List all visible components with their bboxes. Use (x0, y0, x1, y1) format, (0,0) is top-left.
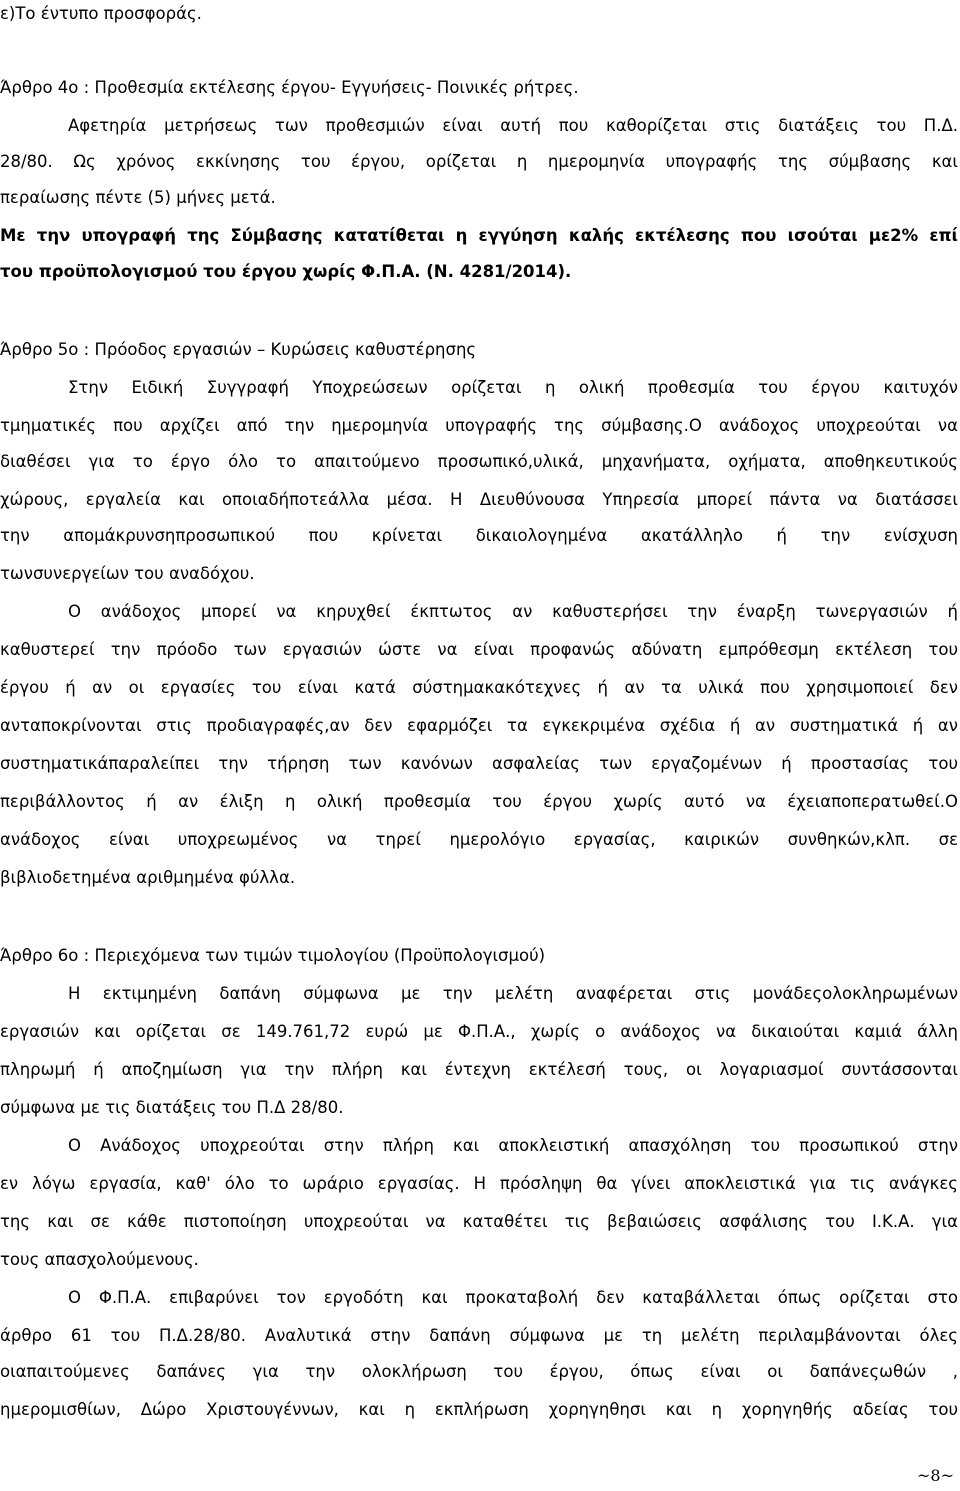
text-line: Ο Φ.Π.Α. επιβαρύνει τον εργοδότη και προκαταβολή δεν καταβάλλεται όπως ορίζεται στο (68, 1288, 958, 1307)
text-line: εργασιών και ορίζεται σε 149.761,72 ευρώ με Φ.Π.Α., χωρίς ο ανάδοχος να δικαιούται καμιά άλλη (0, 1022, 958, 1041)
text-line: Η εκτιμημένη δαπάνη σύμφωνα με την μελέτη αναφέρεται στις μονάδεςολοκληρωμένων (68, 984, 958, 1003)
text-line: Άρθρο 6ο : Περιεχόμενα των τιμών τιμολογίου (Προϋπολογισμού) (0, 946, 546, 965)
text-line: καθυστερεί την πρόοδο των εργασιών ώστε να είναι προφανώς αδύνατη εμπρόθεσμη εκτέλεση του (0, 640, 958, 659)
text-line: της και σε κάθε πιστοποίηση υποχρεούται να καταθέτει τις βεβαιώσεις ασφάλισης του Ι.Κ.Α. για (0, 1212, 958, 1231)
text-line: Άρθρο 4ο : Προθεσμία εκτέλεσης έργου- Εγγυήσεις- Ποινικές ρήτρες. (0, 78, 579, 97)
text-line: τμηματικές που αρχίζει από την ημερομηνία υπογραφής της σύμβασης.Ο ανάδοχος υποχρεούται να (0, 416, 958, 435)
text-line: έργου ή αν οι εργασίες του είναι κατά σύστημακακότεχνες ή αν τα υλικά που χρησιμοποιεί δεν (0, 678, 958, 697)
text-line: συστηματικάπαραλείπει την τήρηση των κανόνων ασφαλείας των εργαζομένων ή προστασίας του (0, 754, 958, 773)
text-line: την απομάκρυνσηπροσωπικού που κρίνεται δικαιολογημένα ακατάλληλο ή την ενίσχυση (0, 526, 958, 545)
text-line: Άρθρο 5ο : Πρόοδος εργασιών – Κυρώσεις καθυστέρησης (0, 340, 477, 359)
text-line: Ο ανάδοχος μπορεί να κηρυχθεί έκπτωτος αν καθυστερήσει την έναρξη τωνεργασιών ή (68, 602, 958, 621)
text-line: οιαπαιτούμενες δαπάνες για την ολοκλήρωση του έργου, όπως είναι οι δαπάνεςωθών , (0, 1362, 958, 1381)
text-line: πληρωμή ή αποζημίωση για την πλήρη και έντεχνη εκτέλεσή τους, οι λογαριασμοί συντάσσονται (0, 1060, 958, 1079)
text-line: τωνσυνεργείων του αναδόχου. (0, 564, 255, 583)
text-line: διαθέσει για το έργο όλο το απαιτούμενο προσωπικό,υλικά, μηχανήματα, οχήματα, αποθηκευτικούς (0, 452, 958, 471)
text-line: περιβάλλοντος ή αν έλιξη η ολική προθεσμία του έργου χωρίς αυτό να έχειαποπερατωθεί.Ο (0, 792, 958, 811)
text-line: εν λόγω εργασία, καθ' όλο το ωράριο εργασίας. Η πρόσληψη θα γίνει αποκλειστικά για τις ανάγκες (0, 1174, 958, 1193)
text-line: τους απασχολούμενους. (0, 1250, 199, 1269)
text-line: 28/80. Ως χρόνος εκκίνησης του έργου, ορίζεται η ημερομηνία υπογραφής της σύμβασης και (0, 152, 958, 171)
text-line: Στην Ειδική Συγγραφή Υποχρεώσεων ορίζεται η ολική προθεσμία του έργου καιτυχόν (68, 378, 958, 397)
text-line: ε)Το έντυπο προσφοράς. (0, 4, 202, 23)
page-number: ~8~ (917, 1466, 954, 1485)
text-line: ανταποκρίνονται στις προδιαγραφές,αν δεν εφαρμόζει τα εγκεκριμένα σχέδια ή αν συστηματικά ή αν (0, 716, 958, 735)
text-line: βιβλιοδετημένα αριθμημένα φύλλα. (0, 868, 296, 887)
text-line: χώρους, εργαλεία και οποιαδήποτεάλλα μέσα. Η Διευθύνουσα Υπηρεσία μπορεί πάντα να διατάσσει (0, 490, 958, 509)
text-line: σύμφωνα με τις διατάξεις του Π.Δ 28/80. (0, 1098, 344, 1117)
text-line: ανάδοχος είναι υποχρεωμένος να τηρεί ημερολόγιο εργασίας, καιρικών συνθηκών,κλπ. σε (0, 830, 958, 849)
text-line: ημερομισθίων, Δώρο Χριστουγέννων, και η εκπλήρωση χορηγηθησι και η χορηγηθής αδείας του (0, 1400, 958, 1419)
text-line: περαίωσης πέντε (5) μήνες μετά. (0, 188, 276, 207)
text-line: του προϋπολογισμού του έργου χωρίς Φ.Π.Α. (Ν. 4281/2014). (0, 262, 572, 281)
text-line: άρθρο 61 του Π.Δ.28/80. Αναλυτικά στην δαπάνη σύμφωνα με τη μελέτη περιλαμβάνονται όλες (0, 1326, 958, 1345)
text-line: Ο Ανάδοχος υποχρεούται στην πλήρη και αποκλειστική απασχόληση του προσωπικού στην (68, 1136, 958, 1155)
text-line: Αφετηρία μετρήσεως των προθεσμιών είναι αυτή που καθορίζεται στις διατάξεις του Π.Δ. (68, 116, 958, 135)
text-line: Με την υπογραφή της Σύμβασης κατατίθεται η εγγύηση καλής εκτέλεσης που ισούται με2% επί (0, 226, 958, 245)
